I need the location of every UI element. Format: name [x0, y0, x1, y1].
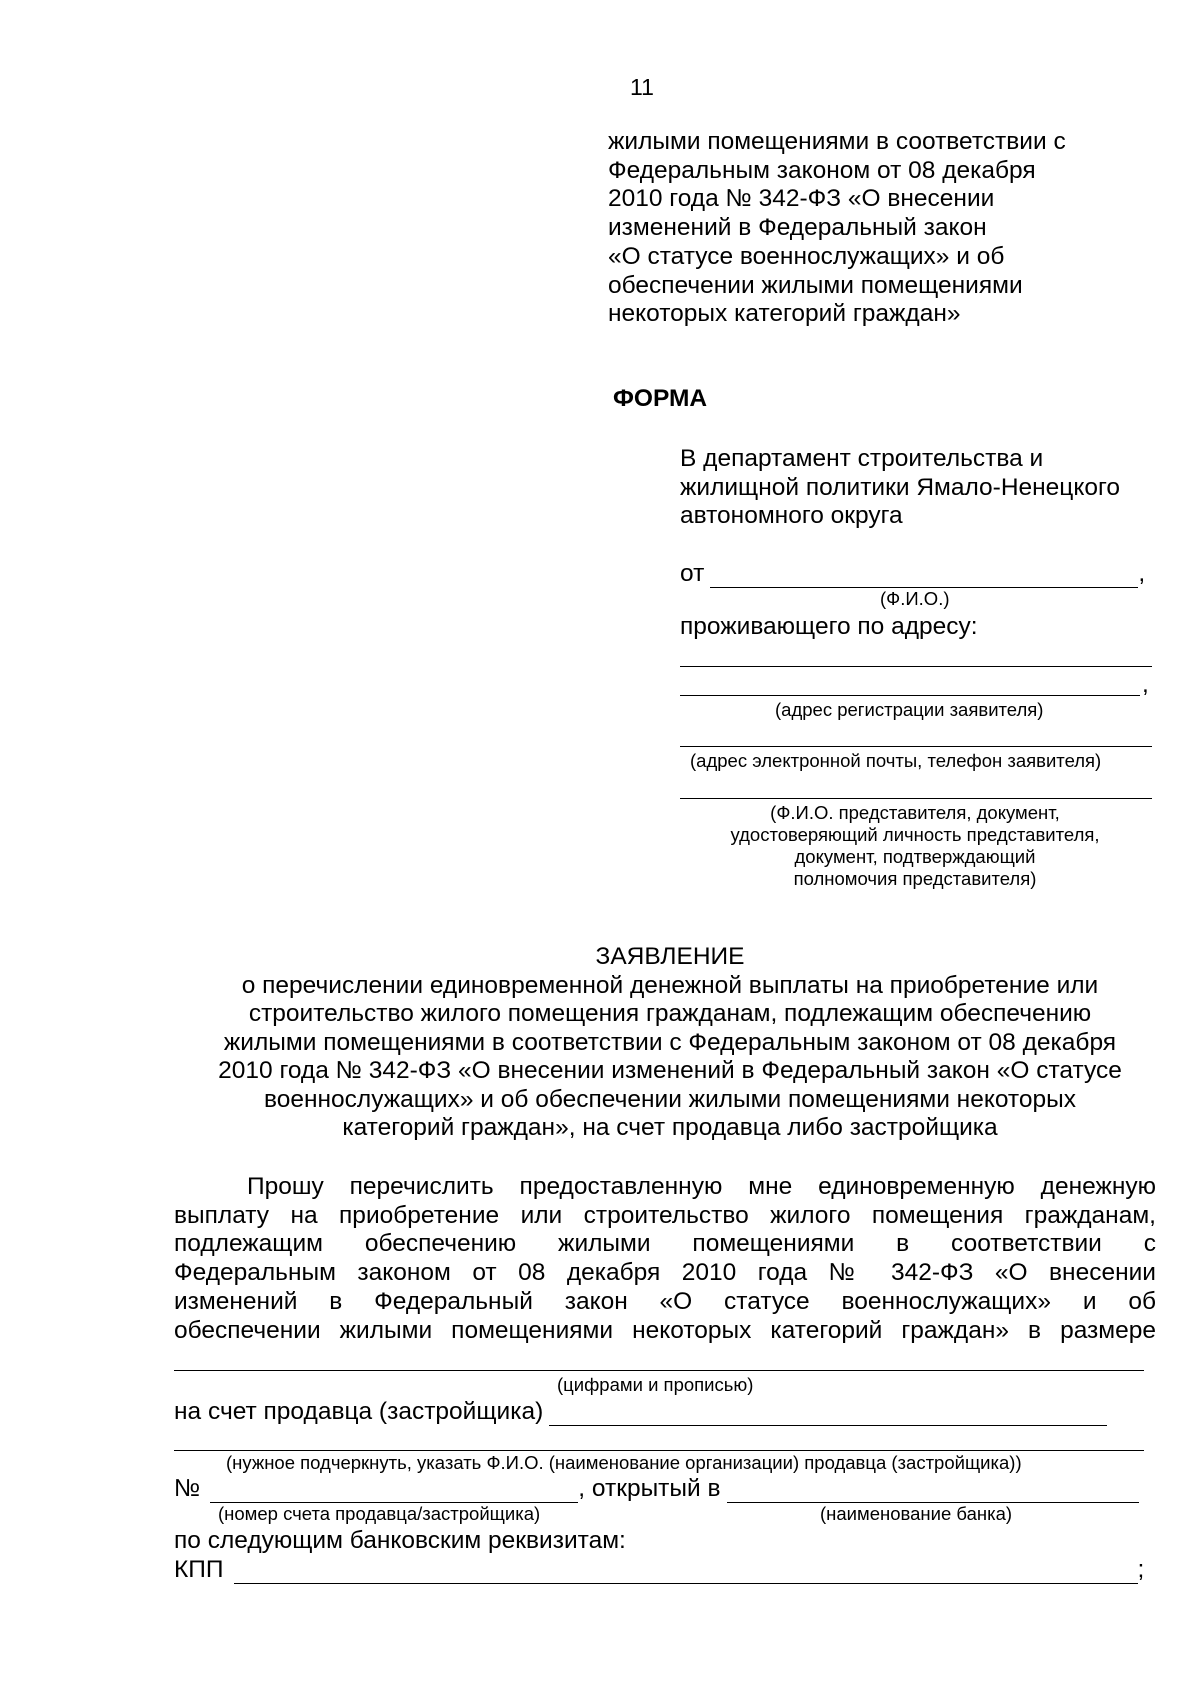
- opened-in-label: , открытый в: [578, 1475, 721, 1502]
- header-note-line: жилыми помещениями в соответствии с: [608, 128, 1066, 155]
- fio-caption: (Ф.И.О.): [880, 588, 950, 609]
- amount-caption: (цифрами и прописью): [557, 1374, 754, 1395]
- header-note-line: обеспечении жилыми помещениями: [608, 271, 1023, 299]
- addressee-line: В департамент строительства и: [680, 445, 1044, 472]
- address-comma: ,: [1142, 671, 1149, 698]
- representative-caption-line: удостоверяющий личность представителя,: [730, 824, 1100, 845]
- statement-title: ЗАЯВЛЕНИЕ: [595, 943, 745, 970]
- form-label: ФОРМА: [613, 385, 708, 412]
- residing-label: проживающего по адресу:: [680, 613, 978, 640]
- representative-caption: [700, 802, 1130, 890]
- statement-subtitle-line: категорий граждан», на счет продавца либо застройщика: [342, 1114, 998, 1141]
- registration-caption: (адрес регистрации заявителя): [775, 699, 1044, 720]
- statement-title-block: [170, 943, 1170, 1143]
- kpp-label: КПП: [174, 1556, 224, 1583]
- contacts-line[interactable]: [680, 746, 1152, 747]
- bank-details-label: по следующим банковским реквизитам:: [174, 1527, 626, 1554]
- representative-caption-line: (Ф.И.О. представителя, документ,: [770, 802, 1060, 823]
- account-row: [174, 1475, 1139, 1503]
- statement-subtitle-line: жилыми помещениями в соответствии с Федеральным законом от 08 декабря: [223, 1028, 1117, 1056]
- applicant-name-field[interactable]: [710, 563, 1138, 588]
- body-line: выплату на приобретение или строительство жилого помещения гражданам,: [174, 1201, 1156, 1229]
- header-note-line: 2010 года № 342-ФЗ «О внесении: [608, 185, 995, 213]
- statement-subtitle-line: о перечислении единовременной денежной выплаты на приобретение или: [241, 971, 1099, 999]
- page-number: 11: [630, 74, 654, 100]
- number-sign: №: [174, 1475, 201, 1502]
- kpp-field[interactable]: [234, 1559, 1138, 1584]
- body-line: Прошу перечислить предоставленную мне единовременную денежную: [247, 1173, 1156, 1200]
- addressee-block: [680, 445, 1150, 531]
- body-line: изменений в Федеральный закон «О статусе военнослужащих» и об: [174, 1287, 1156, 1315]
- header-note-line: «О статусе военнослужащих» и об: [608, 242, 1005, 270]
- bank-name-field[interactable]: [727, 1478, 1139, 1503]
- header-note-line: некоторых категорий граждан»: [608, 300, 961, 328]
- address-line-1[interactable]: [680, 666, 1152, 667]
- bank-caption: (наименование банка): [820, 1503, 1013, 1524]
- from-row: [680, 560, 1145, 588]
- statement-subtitle-line: военнослужащих» и об обеспечении жилыми помещениями некоторых: [264, 1085, 1076, 1113]
- kpp-row: [174, 1556, 1144, 1584]
- representative-caption-line: полномочия представителя): [793, 868, 1037, 889]
- from-comma: ,: [1138, 560, 1146, 587]
- representative-line[interactable]: [680, 798, 1152, 799]
- statement-subtitle-line: строительство жилого помещения гражданам, подлежащим обеспечению: [248, 1000, 1092, 1027]
- header-note: [608, 128, 1128, 329]
- header-note-line: изменений в Федеральный закон: [608, 214, 987, 242]
- representative-caption-line: документ, подтверждающий: [794, 846, 1036, 867]
- amount-line[interactable]: [174, 1370, 1144, 1371]
- contacts-caption: (адрес электронной почты, телефон заявителя): [690, 750, 1102, 771]
- seller-row: [174, 1398, 1107, 1426]
- header-note-line: Федеральным законом от 08 декабря: [608, 156, 1036, 184]
- account-number-field[interactable]: [210, 1478, 578, 1503]
- body-paragraph: [174, 1173, 1156, 1345]
- body-line: обеспечении жилыми помещениями некоторых категорий граждан» в размере: [174, 1316, 1156, 1344]
- statement-subtitle-line: 2010 года № 342-ФЗ «О внесении изменений в Федеральный закон «О статусе: [218, 1057, 1122, 1084]
- seller-label: на счет продавца (застройщика): [174, 1398, 544, 1425]
- kpp-semicolon: ;: [1137, 1556, 1145, 1583]
- address-line-2[interactable]: [680, 695, 1140, 696]
- body-line: Федеральным законом от 08 декабря 2010 года № 342-ФЗ «О внесении: [174, 1259, 1156, 1287]
- account-caption: (номер счета продавца/застройщика): [218, 1503, 541, 1524]
- seller-name-field[interactable]: [549, 1401, 1107, 1426]
- seller-caption: (нужное подчеркнуть, указать Ф.И.О. (наименование организации) продавца (застройщика)): [226, 1452, 1022, 1473]
- body-line: подлежащим обеспечению жилыми помещениями в соответствии с: [174, 1230, 1156, 1258]
- addressee-line: автономного округа: [680, 502, 903, 530]
- seller-line-2[interactable]: [174, 1450, 1144, 1451]
- from-prefix: от: [680, 560, 705, 587]
- addressee-line: жилищной политики Ямало-Ненецкого: [680, 473, 1120, 501]
